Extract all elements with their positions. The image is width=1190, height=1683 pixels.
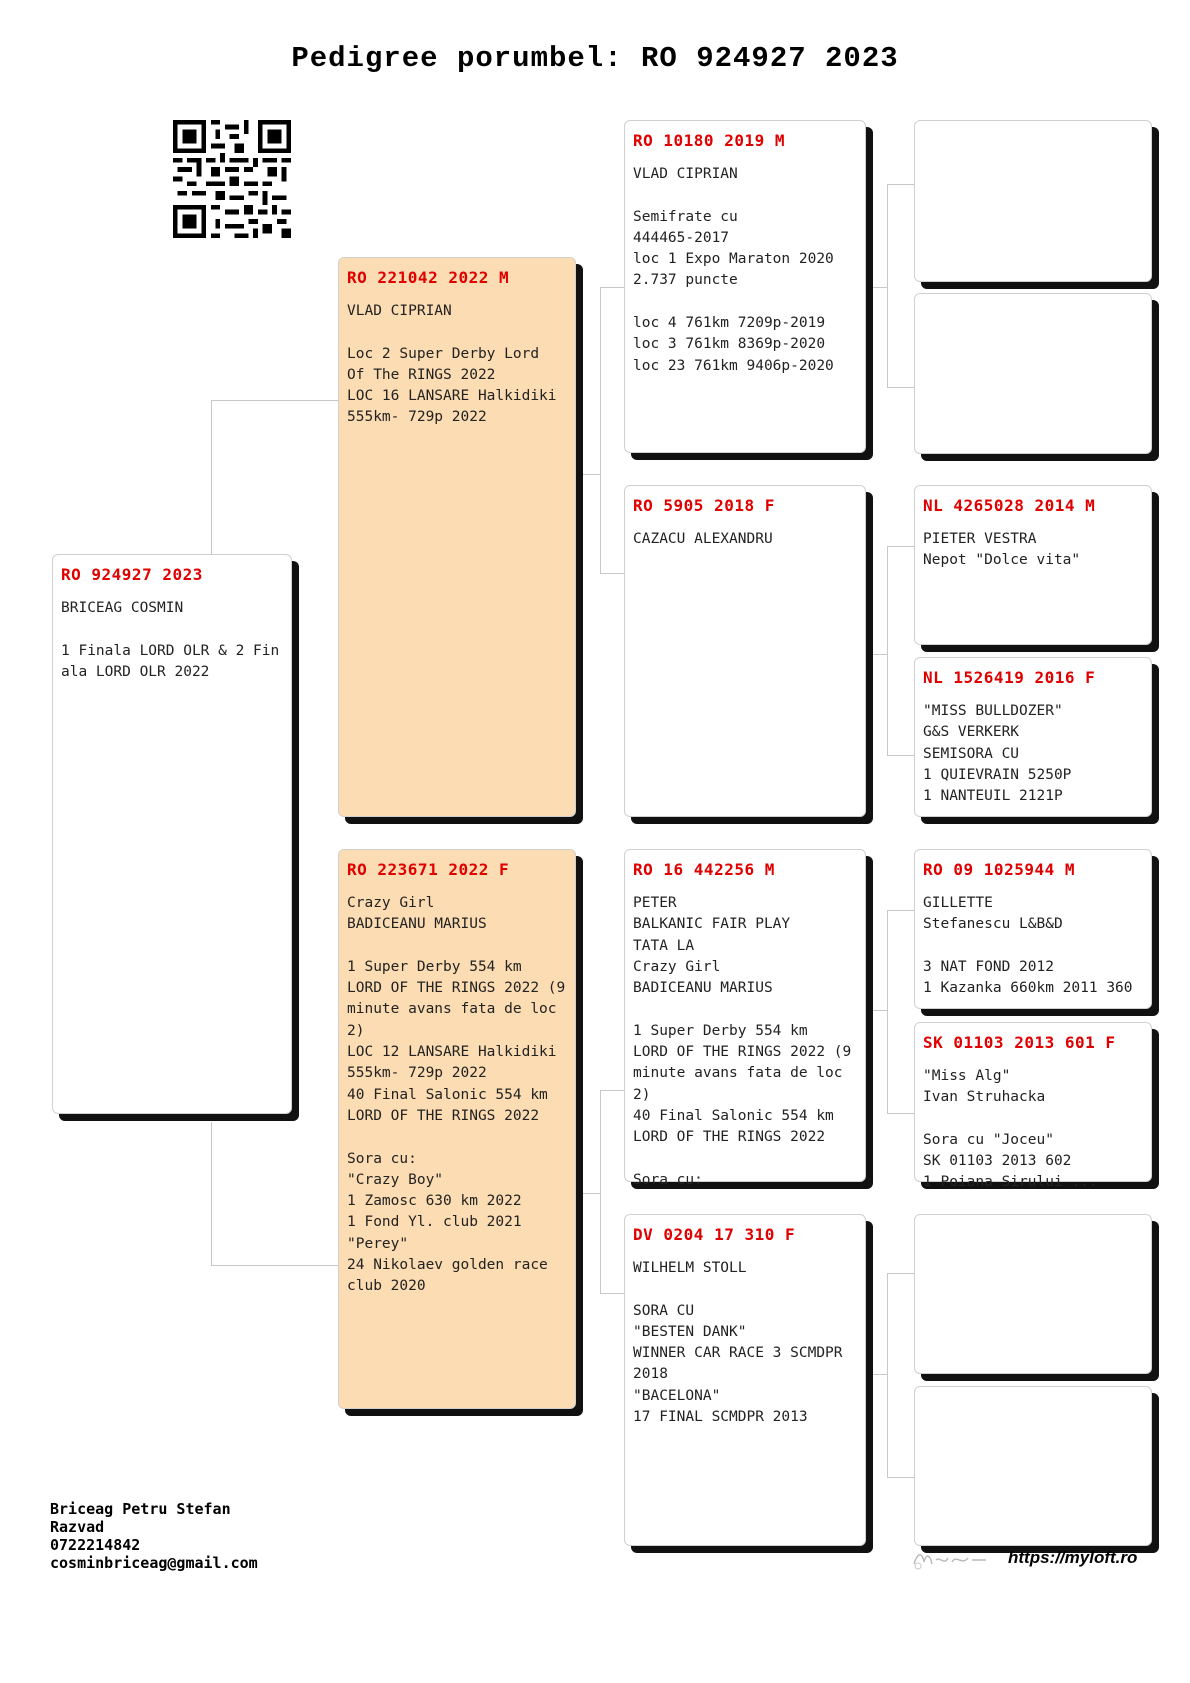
- sd-dam-card[interactable]: [914, 657, 1152, 817]
- connector-line: [211, 1122, 212, 1266]
- sire-sire-card[interactable]: [624, 120, 866, 453]
- connector-line: [600, 1293, 624, 1294]
- pigeon-info: Crazy Girl BADICEANU MARIUS 1 Super Derby 554 km LORD OF THE RINGS 2022 (9 minute avans fata de loc2) LOC 12 LANSARE Halkidiki 555km- 729p 2022 40 Final Salonic 554 km LORD OF THE RINGS 2022 Sora cu: "Crazy Boy" 1 Zamosc 630 km 2022 1 Fond Yl. club 2021 "Perey" 24 Nikolaev golden race club 2020: [347, 895, 566, 1295]
- pigeon-info: PETER BALKANIC FAIR PLAY TATA LA Crazy Girl BADICEANU MARIUS 1 Super Derby 554 km LORD OF THE RINGS 2022 (9 minute avans fata de loc2) 40 Final Salonic 554 km LORD OF THE RINGS 2022 Sora cu:: [633, 895, 852, 1188]
- connector-line: [866, 1374, 888, 1375]
- qr-code-icon: [173, 120, 291, 238]
- connector-line: [866, 654, 888, 655]
- connector-line: [582, 474, 600, 475]
- website-link[interactable]: https://myloft.ro: [1008, 1548, 1138, 1567]
- connector-line: [887, 184, 888, 388]
- ds-dam-card[interactable]: [914, 1022, 1152, 1191]
- sd-sire-card[interactable]: [914, 485, 1152, 645]
- connector-line: [866, 1010, 888, 1011]
- pigeon-info: CAZACU ALEXANDRU: [633, 531, 773, 547]
- pigeon-info: "MISS BULLDOZER" G&S VERKERK SEMISORA CU 1 QUIEVRAIN 5250P 1 NANTEUIL 2121P: [923, 703, 1072, 805]
- subject-pigeon-card[interactable]: [52, 554, 292, 1114]
- connector-line: [887, 910, 914, 911]
- pigeon-info: BRICEAG COSMIN 1 Finala LORD OLR & 2 Finala LORD OLR 2022: [61, 600, 280, 680]
- page-title: Pedigree porumbel: RO 924927 2023: [291, 42, 899, 75]
- ring-number: DV 0204 17 310 F: [633, 1225, 796, 1244]
- ring-number: SK 01103 2013 601 F: [923, 1033, 1116, 1052]
- ds-sire-card[interactable]: [914, 849, 1152, 1009]
- sire-card[interactable]: [338, 257, 576, 817]
- pigeon-info: PIETER VESTRA Nepot "Dolce vita": [923, 531, 1081, 569]
- connector-line: [211, 400, 338, 401]
- dam-sire-card[interactable]: [624, 849, 866, 1188]
- pigeon-info: "Miss Alg" Ivan Struhacka Sora cu "Joceu" SK 01103 2013 602 1 Poiana Sirului ...: [923, 1068, 1098, 1191]
- connector-line: [887, 1113, 914, 1114]
- pigeon-info: WILHELM STOLL SORA CU "BESTEN DANK" WINNER CAR RACE 3 SCMDPR 2018 "BACELONA" 17 FINAL SCMDPR 2013: [633, 1260, 843, 1426]
- connector-line: [887, 910, 888, 1114]
- connector-line: [887, 755, 914, 756]
- dd-dam-card[interactable]: [914, 1386, 1152, 1546]
- ss-sire-card[interactable]: [914, 120, 1152, 282]
- pigeon-info: GILLETTE Stefanescu L&B&D 3 NAT FOND 2012 1 Kazanka 660km 2011 360: [923, 895, 1133, 997]
- owner-location: Razvad: [50, 1518, 105, 1536]
- connector-line: [887, 1477, 914, 1478]
- dam-card[interactable]: [338, 849, 576, 1409]
- connector-line: [887, 546, 914, 547]
- dam-dam-card[interactable]: [624, 1214, 866, 1546]
- ring-number: RO 09 1025944 M: [923, 860, 1075, 879]
- connector-line: [887, 184, 914, 185]
- pigeon-info: VLAD CIPRIAN Semifrate cu 444465-2017 loc 1 Expo Maraton 2020 2.737 puncte loc 4 761km 7209p-2019 loc 3 761km 8369p-2020 loc 23 761km 9406p-2020: [633, 166, 834, 374]
- sire-dam-card[interactable]: [624, 485, 866, 817]
- connector-line: [600, 573, 624, 574]
- owner-contact: [50, 1500, 258, 1572]
- ring-number: RO 5905 2018 F: [633, 496, 775, 515]
- ring-number: RO 221042 2022 M: [347, 268, 510, 287]
- connector-line: [887, 546, 888, 756]
- dd-sire-card[interactable]: [914, 1214, 1152, 1374]
- owner-email[interactable]: cosminbriceag@gmail.com: [50, 1554, 258, 1572]
- connector-line: [211, 1265, 338, 1266]
- ring-number: RO 10180 2019 M: [633, 131, 785, 150]
- owner-phone: 0722214842: [50, 1536, 141, 1554]
- myloft-logo-icon: [910, 1546, 990, 1572]
- connector-line: [600, 1090, 601, 1294]
- connector-line: [582, 1193, 600, 1194]
- connector-line: [211, 400, 212, 554]
- ss-dam-card[interactable]: [914, 293, 1152, 454]
- pigeon-info: VLAD CIPRIAN Loc 2 Super Derby Lord Of The RINGS 2022 LOC 16 LANSARE Halkidiki 555km- 729p 2022: [347, 303, 557, 426]
- connector-line: [600, 1090, 624, 1091]
- connector-line: [600, 287, 624, 288]
- ring-number: RO 16 442256 M: [633, 860, 775, 879]
- connector-line: [887, 1273, 914, 1274]
- connector-line: [600, 287, 601, 574]
- owner-name: Briceag Petru Stefan: [50, 1500, 231, 1518]
- ring-number: NL 1526419 2016 F: [923, 668, 1096, 687]
- ring-number: RO 924927 2023: [61, 565, 203, 584]
- ring-number: NL 4265028 2014 M: [923, 496, 1096, 515]
- connector-line: [887, 387, 914, 388]
- ring-number: RO 223671 2022 F: [347, 860, 510, 879]
- connector-line: [866, 287, 888, 288]
- connector-line: [887, 1273, 888, 1478]
